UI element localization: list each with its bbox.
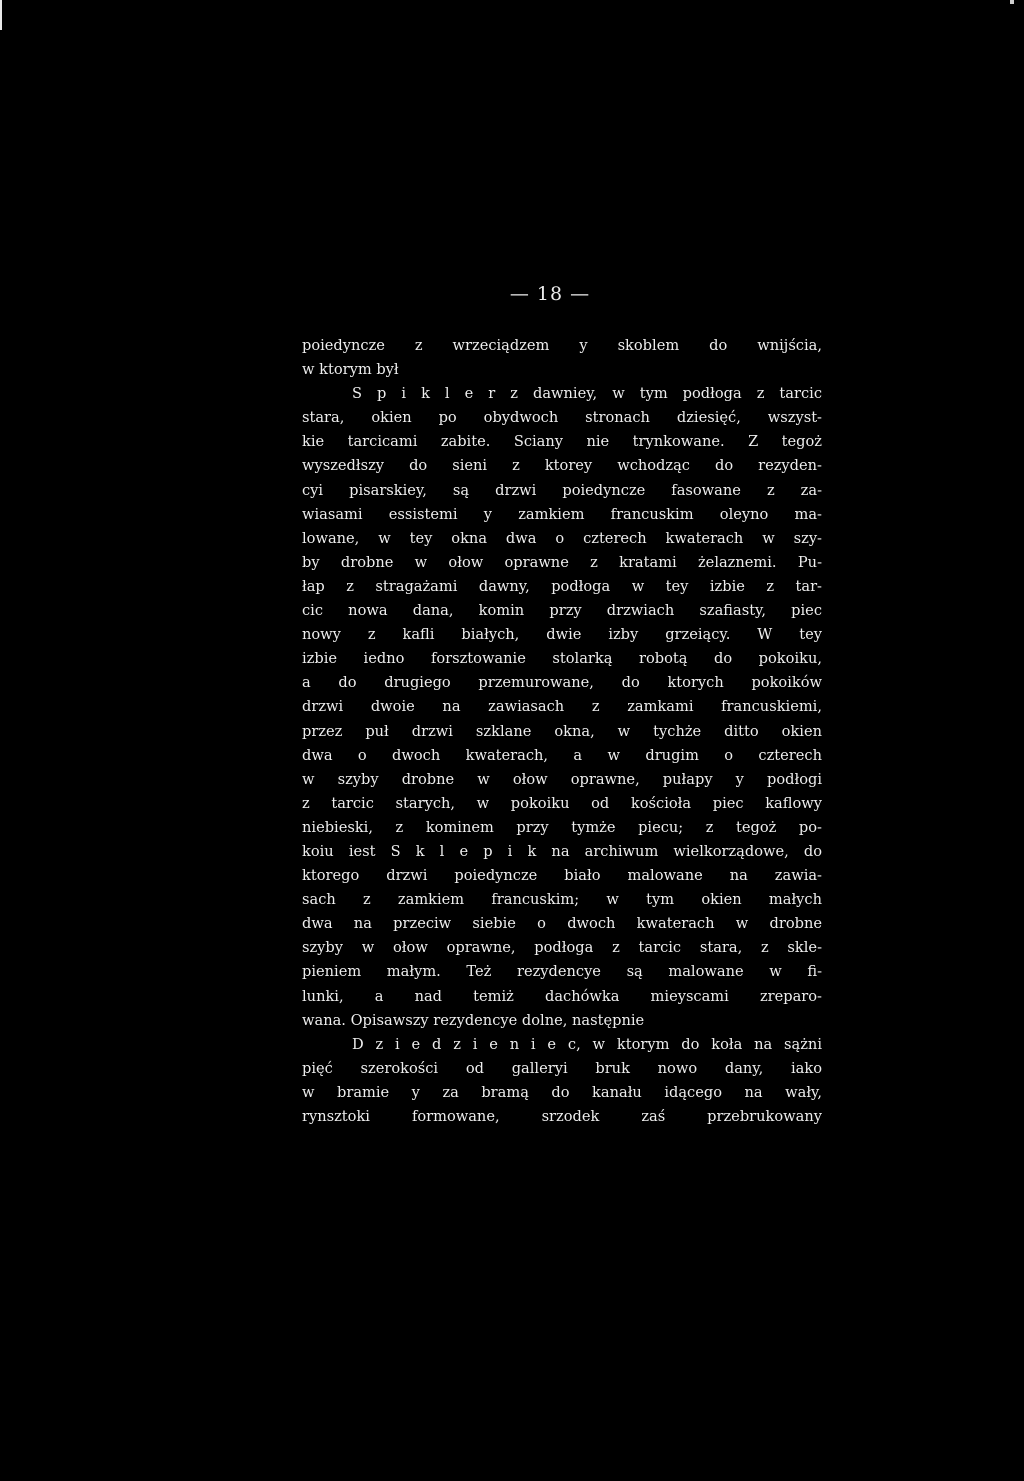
- text-line: kie tarcicami zabite. Sciany nie trynkowane. Z tegoż: [302, 433, 822, 451]
- text-line: koiu iest S k l e p i k na archiwum wielkorządowe, do: [302, 842, 822, 860]
- text-line: drzwi dwoie na zawiasach z zamkami francuskiemi,: [302, 698, 822, 716]
- text-line: rynsztoki formowane, srzodek zaś przebrukowany: [302, 1108, 822, 1125]
- text-line: poiedyncze z wrzeciądzem y skoblem do wnijścia,: [302, 337, 822, 354]
- text-line: stara, okien po obydwoch stronach dziesięć, wszyst-: [302, 409, 822, 427]
- text-line: z tarcic starych, w pokoiku od kościoła piec kaflowy: [302, 794, 822, 812]
- text-line: cic nowa dana, komin przy drzwiach szafiasty, piec: [302, 602, 822, 620]
- text-line: izbie iedno forsztowanie stolarką robotą do pokoiku,: [302, 650, 822, 668]
- text-line: w ktorym był: [302, 361, 399, 379]
- text-line: łap z stragażami dawny, podłoga w tey izbie z tar-: [302, 577, 822, 595]
- page-number: — 18 —: [509, 283, 591, 305]
- scan-corner-mark: [1010, 0, 1014, 4]
- text-line: ktorego drzwi poiedyncze biało malowane na zawia-: [302, 867, 822, 885]
- scan-edge-mark: [0, 0, 2, 30]
- text-line: niebieski, z kominem przy tymże piecu; z tegoż po-: [302, 818, 822, 836]
- text-line: dwa o dwoch kwaterach, a w drugim o czterech: [302, 746, 822, 764]
- text-line: szyby w ołow oprawne, podłoga z tarcic stara, z skle-: [302, 939, 822, 957]
- text-line: wiasami essistemi y zamkiem francuskim oleyno ma-: [302, 505, 822, 523]
- text-line: cyi pisarskiey, są drzwi poiedyncze fasowane z za-: [302, 481, 822, 499]
- text-line: D z i e d z i e n i e c, w ktorym do koła na sążni: [352, 1035, 822, 1053]
- text-line: lowane, w tey okna dwa o czterech kwaterach w szy-: [302, 529, 822, 547]
- text-line: pięć szerokości od galleryi bruk nowo dany, iako: [302, 1059, 822, 1077]
- text-line: S p i k l e r z dawniey, w tym podłoga z tarcic: [352, 385, 822, 403]
- text-line: nowy z kafli białych, dwie izby grzeiący. W tey: [302, 626, 822, 644]
- text-line: w szyby drobne w ołow oprawne, pułapy y podłogi: [302, 770, 822, 788]
- text-line: w bramie y za bramą do kanału idącego na wały,: [302, 1083, 822, 1101]
- text-line: by drobne w ołow oprawne z kratami żelaznemi. Pu-: [302, 553, 822, 571]
- text-line: wyszedłszy do sieni z ktorey wchodząc do rezyden-: [302, 457, 822, 475]
- text-line: pieniem małym. Też rezydencye są malowane w fi-: [302, 963, 822, 981]
- text-line: wana. Opisawszy rezydencye dolne, następnie: [302, 1011, 645, 1029]
- text-line: lunki, a nad temiż dachówka mieyscami zreparo-: [302, 987, 822, 1005]
- text-line: sach z zamkiem francuskim; w tym okien małych: [302, 891, 822, 909]
- body-text: [302, 334, 822, 1129]
- text-line: przez puł drzwi szklane okna, w tychże ditto okien: [302, 722, 822, 740]
- text-line: dwa na przeciw siebie o dwoch kwaterach w drobne: [302, 915, 822, 933]
- text-line: a do drugiego przemurowane, do ktorych pokoików: [302, 674, 822, 692]
